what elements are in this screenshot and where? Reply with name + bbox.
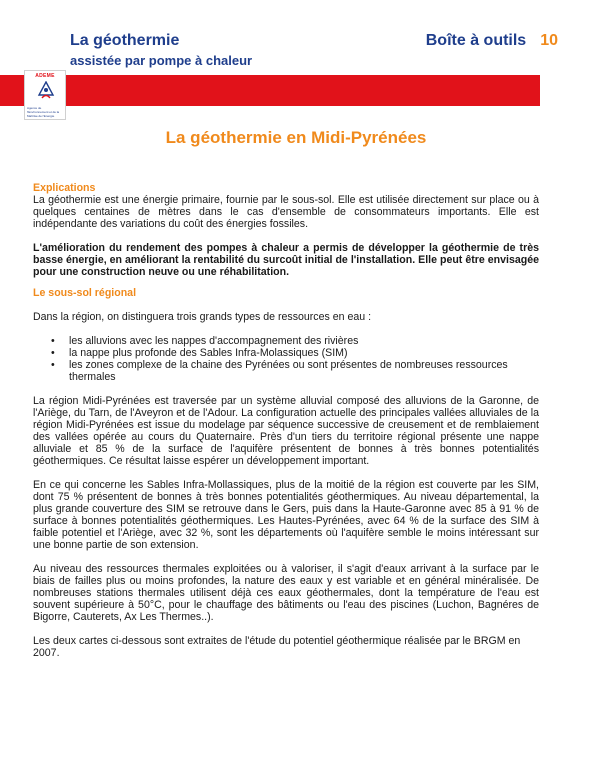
- page-number: 10: [540, 32, 558, 49]
- sous-sol-paragraph-4: Les deux cartes ci-dessous sont extraites de l'étude du potentiel géothermique réalisée par le BRGM en 2007.: [33, 635, 521, 659]
- sous-sol-intro: Dans la région, on distinguera trois grands types de ressources en eau :: [33, 311, 372, 323]
- sous-sol-paragraph-3: Au niveau des ressources thermales exploitées ou à valoriser, il s'agit d'eaux arrivant à la surface par le biais de failles plus ou moins profondes, la nature des eaux y est variable et en général minéralisée. De nombreuses stations thermales utilisent déjà ces eaux géothermales, dont la température de l'eau est souvent supérieure à 50°C, pour le chauffage des bâtiments ou l'eau des piscines (Luchon, Bagnéres de Bigorre, Cauterets, Ax Les Thermes..).: [33, 563, 539, 623]
- explications-paragraph-1: La géothermie est une énergie primaire, fournie par le sous-sol. Elle est utilisée directement sur place ou à quelques centaines de mètres dans le cas d'ensemble de consommateurs importants. Elle est indépendante des variations du coût des énergies fossiles.: [33, 194, 539, 230]
- list-item: • la nappe plus profonde des Sables Infra-Molassiques (SIM): [33, 347, 539, 359]
- section-label: Boîte à outils: [425, 32, 527, 49]
- ademe-logo: [24, 70, 66, 120]
- content: [33, 182, 539, 659]
- sous-sol-paragraph-1: La région Midi-Pyrénées est traversée par un système alluvial composé des alluvions de la Garonne, de l'Ariège, du Tarn, de l'Aveyron et de l'Adour. La configuration actuelle des principales vallées alluviales de la région Midi-Pyrénées est issue du modelage par séquence successive de creusement et de remblaiement des vallées opérée au cours du Quaternaire. Près d'un tiers du territoire régional présente une nappe alluviale et 85 % de la surface de l'aquifère présentent de bonnes à très bonnes potentialités géothermiques. Ce résultat laisse espérer un développement important.: [33, 395, 539, 467]
- logo-brand: ADEME: [35, 73, 55, 79]
- sous-sol-heading: Le sous-sol régional: [33, 287, 137, 299]
- logo-symbol-icon: [37, 81, 55, 103]
- resource-list: [33, 335, 539, 383]
- page-title: La géothermie en Midi-Pyrénées: [165, 128, 427, 147]
- sous-sol-paragraph-2: En ce qui concerne les Sables Infra-Mollassiques, plus de la moitié de la région est couverte par les SIM, dont 75 % présentent de bonnes à très bonnes potentialités géothermiques. Au niveau départemental, la plus grande couverture des SIM se retrouve dans le Gers, puis dans la Haute-Garonne avec 85 à 91 % de surface à bonnes potentialités géothermiques. Les Hautes-Pyrénées, avec 64 % de la surface des SIM à faible potentiel et l'Ariège, avec 32 %, sont les départements où l'aquifère semble le moins intéressant sur une bonne partie de son extension.: [33, 479, 539, 551]
- header-section: [426, 32, 558, 50]
- explications-paragraph-2: L'amélioration du rendement des pompes à chaleur a permis de développer la géothermie de très basse énergie, en améliorant la rentabilité du surcoût initial de l'installation. Elle peut être envisagée pour une construction neuve ou une réhabilitation.: [33, 242, 539, 278]
- explications-heading: Explications: [33, 182, 96, 194]
- red-banner: [0, 75, 540, 106]
- header-title: La géothermie: [70, 32, 180, 49]
- list-item: • les zones complexe de la chaine des Pyrénées ou sont présentes de nombreuses ressources thermales: [33, 359, 539, 383]
- logo-tagline: Agence de l'Environnement et de la Maîtrise de l'Energie: [27, 106, 60, 118]
- header-subtitle: assistée par pompe à chaleur: [70, 53, 253, 68]
- list-item: • les alluvions avec les nappes d'accompagnement des rivières: [33, 335, 539, 347]
